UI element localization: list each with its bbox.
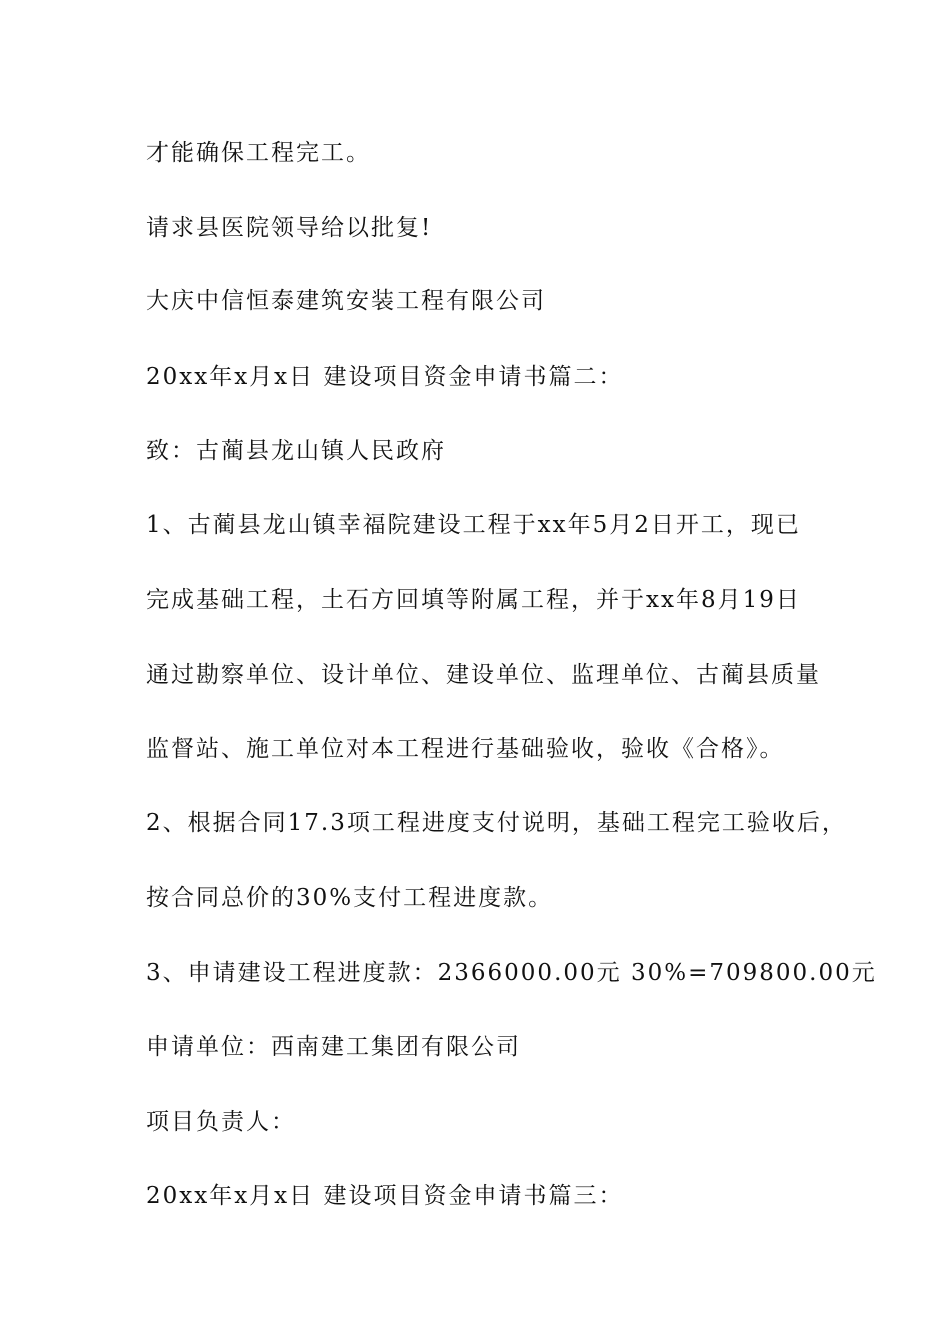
paragraph-line: 才能确保工程完工。 [146, 140, 371, 166]
paragraph-line: 完成基础工程，土石方回填等附属工程，并于xx年8月19日 [146, 587, 801, 613]
paragraph-line: 通过勘察单位、设计单位、建设单位、监理单位、古蔺县质量 [146, 662, 821, 688]
paragraph-line: 请求县医院领导给以批复! [146, 215, 433, 241]
paragraph-line: 按合同总价的30%支付工程进度款。 [146, 885, 554, 911]
project-lead-line: 项目负责人： [146, 1109, 296, 1135]
paragraph-line: 1、古蔺县龙山镇幸福院建设工程于xx年5月2日开工，现已 [146, 512, 801, 538]
paragraph-line: 监督站、施工单位对本工程进行基础验收，验收《合格》。 [146, 736, 785, 762]
company-name: 大庆中信恒泰建筑安装工程有限公司 [146, 288, 546, 314]
paragraph-line: 2、根据合同17.3项工程进度支付说明，基础工程完工验收后， [146, 810, 847, 836]
addressee-line: 致：古蔺县龙山镇人民政府 [146, 438, 446, 464]
date-and-section-heading: 20xx年x月x日 建设项目资金申请书篇三： [146, 1183, 624, 1209]
date-and-section-heading: 20xx年x月x日 建设项目资金申请书篇二： [146, 364, 624, 390]
applicant-line: 申请单位：西南建工集团有限公司 [146, 1034, 521, 1060]
paragraph-line: 3、申请建设工程进度款：2366000.00元 30%=709800.00元 [146, 960, 877, 986]
